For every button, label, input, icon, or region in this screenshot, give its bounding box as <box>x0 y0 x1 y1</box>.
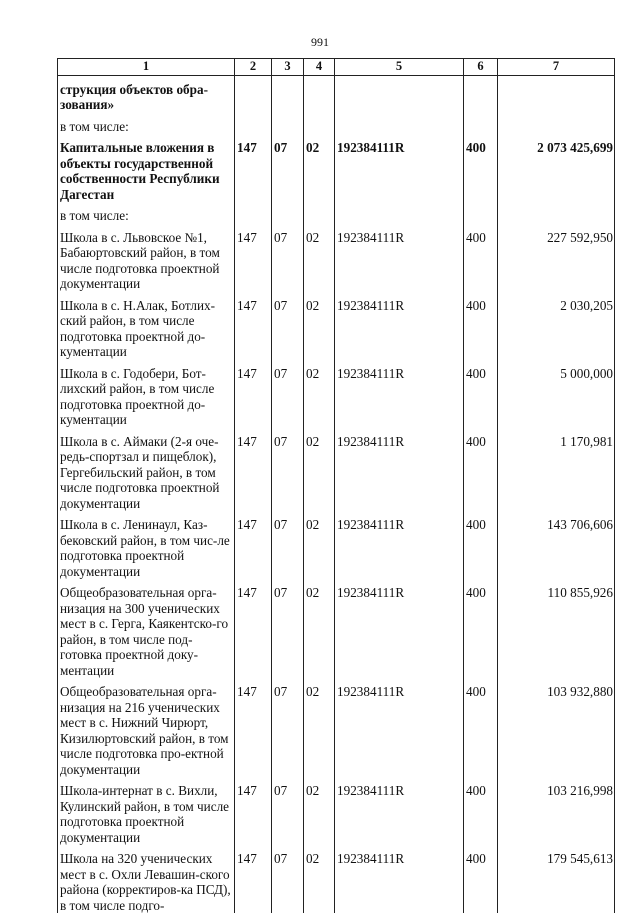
cell-col6 <box>464 208 498 230</box>
cell-col3: 07 <box>272 434 304 518</box>
cell-col5: 192384111R <box>335 783 464 851</box>
item-name: Школа в с. Аймаки (2-я оче-редь-спортзал и пищеблок), Гергебильский район, в том числе подготовка проектной документации <box>58 434 235 518</box>
item-name: Общеобразовательная орга-низация на 216 ученических мест в с. Нижний Чирюрт, Кизилюртовский район, в том числе подготовка про-ектной документации <box>58 684 235 783</box>
cell-col4: 02 <box>304 851 335 913</box>
cell-col3: 07 <box>272 851 304 913</box>
cell-col3: 07 <box>272 366 304 434</box>
item-name: Капитальные вложения в объекты государственной собственности Республики Дагестан <box>58 140 235 208</box>
cell-amount: 1 170,981 <box>498 434 615 518</box>
column-header: 1 <box>58 59 235 76</box>
column-header: 5 <box>335 59 464 76</box>
item-name: Школа в с. Годобери, Бот-лихский район, в том числе подготовка проектной до-кументации <box>58 366 235 434</box>
cell-col6: 400 <box>464 851 498 913</box>
cell-col3 <box>272 119 304 141</box>
cell-col2: 147 <box>235 783 272 851</box>
cell-col6: 400 <box>464 140 498 208</box>
item-name: в том числе: <box>58 119 235 141</box>
cell-amount: 2 030,205 <box>498 298 615 366</box>
cell-col4: 02 <box>304 517 335 585</box>
cell-amount: 103 216,998 <box>498 783 615 851</box>
cell-col2: 147 <box>235 684 272 783</box>
table-row <box>58 783 615 851</box>
cell-amount: 227 592,950 <box>498 230 615 298</box>
column-header: 6 <box>464 59 498 76</box>
column-header: 2 <box>235 59 272 76</box>
cell-col4: 02 <box>304 140 335 208</box>
cell-col2 <box>235 75 272 119</box>
table-row <box>58 119 615 141</box>
item-name: Школа-интернат в с. Вихли, Кулинский район, в том числе подготовка проектной документации <box>58 783 235 851</box>
item-name: Общеобразовательная орга-низация на 300 ученических мест в с. Герга, Каякентско-го район, в том числе под-готовка проектной доку-ментации <box>58 585 235 684</box>
cell-col3 <box>272 208 304 230</box>
budget-table <box>57 58 615 913</box>
cell-amount: 2 073 425,699 <box>498 140 615 208</box>
cell-col6: 400 <box>464 298 498 366</box>
cell-col5: 192384111R <box>335 585 464 684</box>
table-row <box>58 684 615 783</box>
cell-col2 <box>235 119 272 141</box>
cell-col3: 07 <box>272 298 304 366</box>
cell-col6 <box>464 119 498 141</box>
cell-col2: 147 <box>235 851 272 913</box>
cell-col2: 147 <box>235 140 272 208</box>
cell-col5: 192384111R <box>335 366 464 434</box>
table-row <box>58 208 615 230</box>
cell-col2: 147 <box>235 434 272 518</box>
cell-col3: 07 <box>272 684 304 783</box>
cell-col5: 192384111R <box>335 684 464 783</box>
cell-amount: 110 855,926 <box>498 585 615 684</box>
cell-col4: 02 <box>304 298 335 366</box>
cell-col5: 192384111R <box>335 230 464 298</box>
cell-col4 <box>304 75 335 119</box>
table-row <box>58 230 615 298</box>
cell-col5: 192384111R <box>335 851 464 913</box>
cell-col5: 192384111R <box>335 434 464 518</box>
item-name: Школа на 320 ученических мест в с. Охли Левашин-ского района (корректиров-ка ПСД), в том числе подго- <box>58 851 235 913</box>
cell-col2: 147 <box>235 585 272 684</box>
cell-col6: 400 <box>464 517 498 585</box>
cell-amount: 5 000,000 <box>498 366 615 434</box>
table-row <box>58 434 615 518</box>
page-number: 991 <box>311 35 329 49</box>
item-name: Школа в с. Н.Алак, Ботлих-ский район, в том числе подготовка проектной до-кументации <box>58 298 235 366</box>
cell-amount: 143 706,606 <box>498 517 615 585</box>
cell-col2: 147 <box>235 298 272 366</box>
cell-col5 <box>335 119 464 141</box>
cell-col4: 02 <box>304 585 335 684</box>
column-header: 3 <box>272 59 304 76</box>
cell-col5 <box>335 75 464 119</box>
column-header: 7 <box>498 59 615 76</box>
cell-col3: 07 <box>272 517 304 585</box>
cell-col6: 400 <box>464 366 498 434</box>
cell-col4: 02 <box>304 684 335 783</box>
cell-col3: 07 <box>272 230 304 298</box>
cell-amount: 179 545,613 <box>498 851 615 913</box>
cell-col3: 07 <box>272 140 304 208</box>
cell-col6: 400 <box>464 585 498 684</box>
item-name: в том числе: <box>58 208 235 230</box>
cell-col6 <box>464 75 498 119</box>
column-header: 4 <box>304 59 335 76</box>
cell-col2: 147 <box>235 517 272 585</box>
cell-amount <box>498 119 615 141</box>
cell-col6: 400 <box>464 230 498 298</box>
table-row <box>58 585 615 684</box>
cell-col5: 192384111R <box>335 298 464 366</box>
item-name: Школа в с. Ленинаул, Каз-бековский район, в том чис-ле подготовка проектной документации <box>58 517 235 585</box>
table-row <box>58 517 615 585</box>
cell-col4: 02 <box>304 230 335 298</box>
cell-col3 <box>272 75 304 119</box>
cell-amount <box>498 75 615 119</box>
cell-col4: 02 <box>304 434 335 518</box>
table-row <box>58 366 615 434</box>
cell-col3: 07 <box>272 783 304 851</box>
cell-col2: 147 <box>235 366 272 434</box>
item-name: Школа в с. Львовское №1, Бабаюртовский район, в том числе подготовка проектной документации <box>58 230 235 298</box>
cell-col6: 400 <box>464 783 498 851</box>
cell-col2: 147 <box>235 230 272 298</box>
cell-amount: 103 932,880 <box>498 684 615 783</box>
cell-col5 <box>335 208 464 230</box>
table-row <box>58 75 615 119</box>
cell-col4 <box>304 208 335 230</box>
cell-col4: 02 <box>304 783 335 851</box>
cell-amount <box>498 208 615 230</box>
item-name: струкция объектов обра-зования» <box>58 75 235 119</box>
cell-col3: 07 <box>272 585 304 684</box>
cell-col2 <box>235 208 272 230</box>
cell-col4: 02 <box>304 366 335 434</box>
cell-col5: 192384111R <box>335 140 464 208</box>
table-row <box>58 298 615 366</box>
cell-col5: 192384111R <box>335 517 464 585</box>
cell-col6: 400 <box>464 434 498 518</box>
table-row <box>58 851 615 913</box>
table-row <box>58 140 615 208</box>
cell-col4 <box>304 119 335 141</box>
cell-col6: 400 <box>464 684 498 783</box>
table-header-row <box>58 59 615 76</box>
